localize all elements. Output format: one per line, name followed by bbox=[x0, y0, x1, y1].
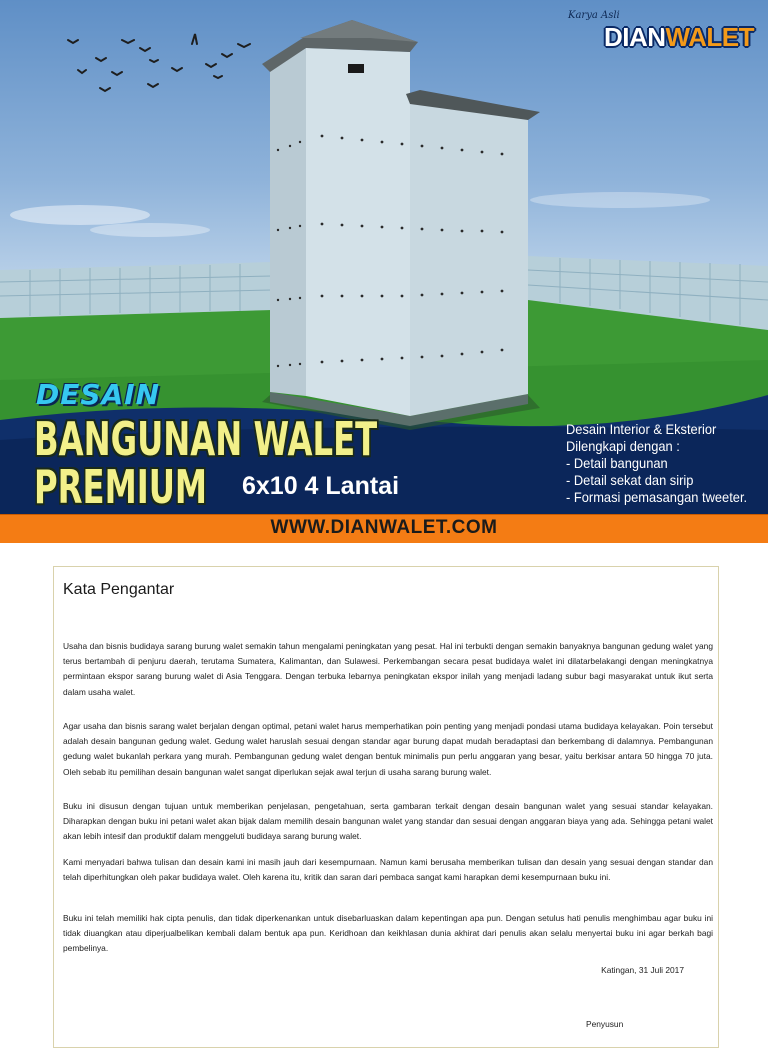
preface-author-label: Penyusun bbox=[586, 1019, 624, 1029]
preface-paragraph: Agar usaha dan bisnis sarang walet berjalan dengan optimal, petani walet harus memperhatikan poin penting yang menjadi pondasi utama budidaya kelayakan. Poin tersebut adalah desain bangunan gedung walet. Gedung walet haruslah sesuai dengan standar agar burung dapat mudah beradaptasi dan berkembang di dalamnya. Pembangunan gedung walet bukanlah perkara yang murah. Pembangunan gedung walet dengan bentuk minimalis pun perlu anggaran yang besar, yaitu berkisar antara 50 hingga 70 juta. Oleh sebab itu pemilihan desain bangunan walet sangat diperlukan sejak awal terjun di usaha sarang burung walet. bbox=[63, 721, 713, 777]
website-url[interactable]: WWW.DIANWALET.COM bbox=[270, 517, 498, 538]
dianwalet-logo bbox=[564, 10, 754, 52]
preface-paragraph: Buku ini disusun dengan tujuan untuk memberikan penjelasan, pengetahuan, serta gambaran terkait dengan desain bangunan walet yang sesuai standar kelayakan. Diharapkan dengan buku ini petani walet akan bijak dalam memilih desain bangunan walet yang standar dan sesuai dengan anggaran biaya yang ada. Sehingga petani walet akan lebih intesif dan produktif dalam menggeluti budidaya sarang burung walet. bbox=[63, 801, 713, 842]
cover-feature-list bbox=[566, 421, 766, 506]
logo-brand-accent: WALET bbox=[665, 22, 754, 52]
logo-brand-main: DIAN bbox=[603, 22, 666, 52]
logo-wordmark bbox=[604, 22, 754, 53]
cover-title-line1: BANGUNAN WALET bbox=[34, 412, 378, 466]
feature-item: - Detail bangunan bbox=[566, 455, 668, 471]
book-cover bbox=[0, 0, 768, 514]
preface-place-date: Katingan, 31 Juli 2017 bbox=[601, 965, 684, 975]
preface-paragraph: Usaha dan bisnis budidaya sarang burung walet semakin tahun mengalami peningkatan yang pesat. Hal ini terbukti dengan semakin banyaknya bangunan gedung walet yang terus bertambah di penjuru daerah, terutama Sumatera, Kalimantan, dan Sulawesi. Perkembangan secara pesat budidaya walet ini dilatarbelakangi dengan meningkatnya permintaan ekspor sarang burung walet di Asia Tenggara. Dengan terbuka lebarnya peningkatan ekspor inilah yang menjadi ladang subur bagi masyarakat untuk ikut serta dalam usaha walet. bbox=[63, 641, 713, 697]
preface-page bbox=[53, 566, 719, 1048]
cover-title-desain: DESAIN bbox=[36, 378, 161, 411]
cover-building-size: 6x10 4 Lantai bbox=[242, 472, 400, 500]
preface-title: Kata Pengantar bbox=[63, 581, 175, 598]
preface-paragraph: Kami menyadari bahwa tulisan dan desain kami ini masih jauh dari kesempurnaan. Namun kami berusaha memberikan tulisan dan desain yang sesuai dengan standar dan telah diperhitungkan oleh pakar budidaya walet. Oleh karena itu, kritik dan saran dari pembaca sangat kami harapkan demi kesempurnaan buku ini. bbox=[63, 857, 713, 883]
birds-decoration bbox=[68, 34, 250, 91]
feature-item: Desain Interior & Eksterior bbox=[566, 421, 717, 437]
feature-item: - Formasi pemasangan tweeter. bbox=[566, 489, 748, 505]
preface-paragraph: Buku ini telah memiliki hak cipta penulis, dan tidak diperkenankan untuk disebarluaskan dalam kepentingan apa pun. Dengan setulus hati penulis menghimbau agar buku ini tidak diuangkan atau diperjualbelikan kembali dalam bentuk apa pun. Keridhoan dan keikhlasan dunia akhirat dari penulis akan selalu menyertai buku ini agar berkah bagi pembelinya. bbox=[63, 913, 713, 954]
cover-title-line2: PREMIUM bbox=[34, 460, 208, 514]
feature-item: - Detail sekat dan sirip bbox=[566, 472, 694, 488]
feature-item: Dilengkapi dengan : bbox=[566, 438, 680, 454]
logo-tagline: Karya Asli bbox=[568, 10, 620, 21]
website-url-bar bbox=[0, 514, 768, 543]
